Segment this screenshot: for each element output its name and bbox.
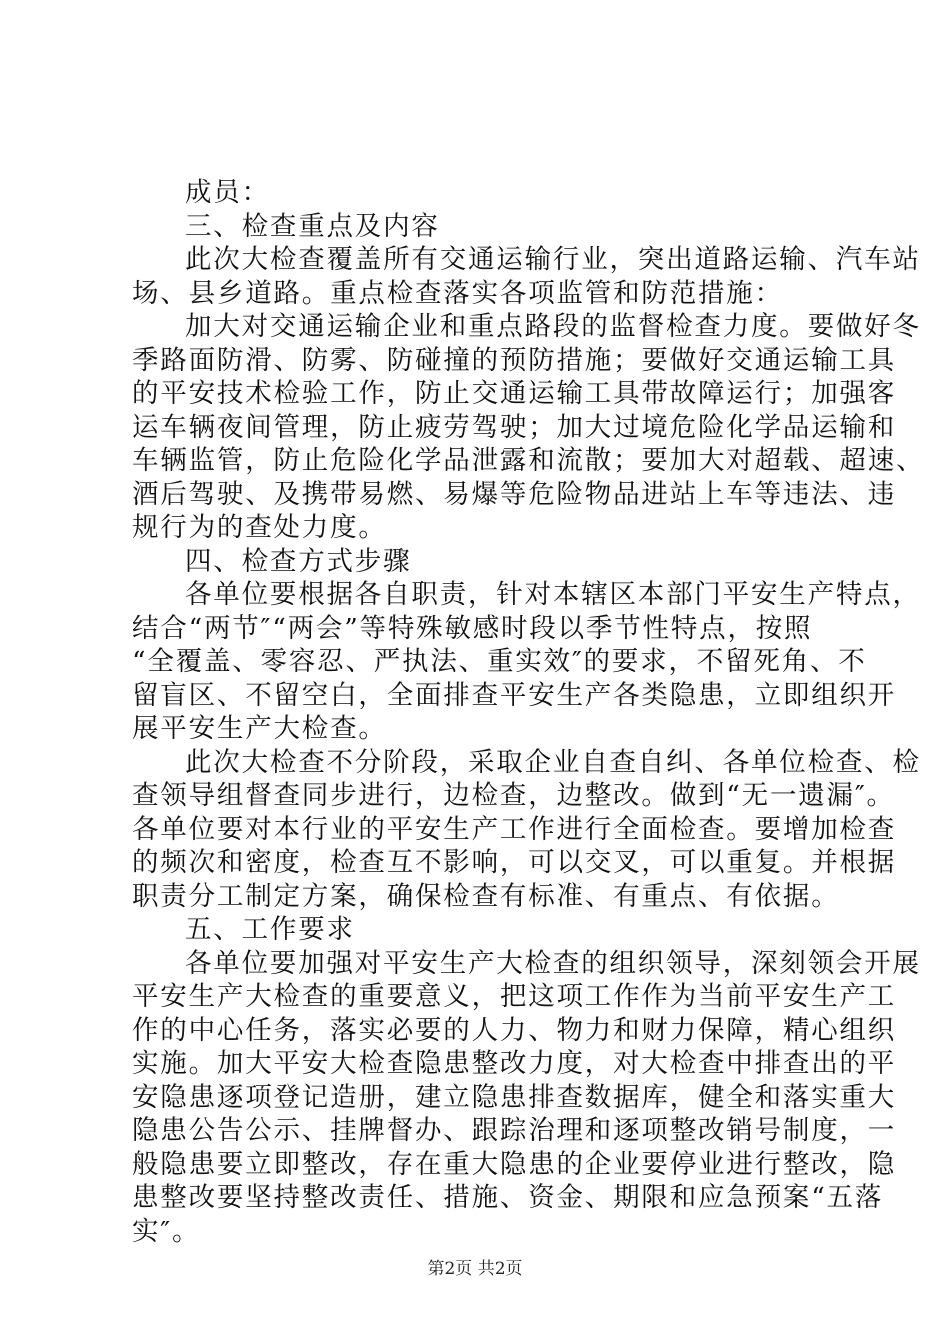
text-line: 各单位要根据各自职责，针对本辖区本部门平安生产特点，: [185, 579, 921, 610]
text-line: 展平安生产大检查。: [132, 713, 387, 744]
text-line: 季路面防滑、防雾、防碰撞的预防措施；要做好交通运输工具: [132, 344, 897, 376]
document-body: [132, 176, 925, 1248]
text-line: 般隐患要立即整改，存在重大隐患的企业要停业进行整改，隐: [132, 1148, 897, 1180]
text-line: 三、检查重点及内容: [185, 210, 440, 242]
text-line: 的平安技术检验工作，防止交通运输工具带故障运行；加强客: [132, 378, 897, 409]
text-line: 留盲区、不留空白，全面排查平安生产各类隐患，立即组织开: [132, 679, 897, 711]
text-line: 患整改要坚持整改责任、措施、资金、期限和应急预案“五落: [132, 1182, 884, 1213]
text-line: 平安生产大检查的重要意义，把这项工作作为当前平安生产工: [132, 981, 897, 1012]
text-line: 作的中心任务，落实必要的人力、物力和财力保障，精心组织: [132, 1014, 897, 1046]
text-line: 各单位要加强对平安生产大检查的组织领导，深刻领会开展: [185, 947, 921, 979]
text-line: 五、工作要求: [185, 914, 355, 945]
text-line: 场、县乡道路。重点检查落实各项监管和防范措施：: [132, 277, 783, 309]
text-line: 各单位要对本行业的平安生产工作进行全面检查。要增加检查: [132, 813, 897, 845]
text-line: 安隐患逐项登记造册，建立隐患排查数据库，健全和落实重大: [132, 1081, 897, 1113]
text-line: 查领导组督查同步进行，边检查，边整改。做到“无一遗漏″。: [132, 780, 895, 811]
text-line: 运车辆夜间管理，防止疲劳驾驶；加大过境危险化学品运输和: [132, 411, 897, 443]
text-line: 的频次和密度，检查互不影响，可以交叉，可以重复。并根据: [132, 847, 897, 878]
text-line: 规行为的查处力度。: [132, 512, 387, 543]
text-line: 四、检查方式步骤: [185, 545, 412, 577]
text-line: 酒后驾驶、及携带易燃、易爆等危险物品进站上车等违法、违: [132, 478, 897, 510]
text-line: 此次大检查覆盖所有交通运输行业，突出道路运输、汽车站: [185, 244, 921, 275]
text-line: 结合“两节″“两会”等特殊敏感时段以季节性特点，按照: [132, 612, 813, 644]
text-line: “全覆盖、零容忍、严执法、重实效″的要求，不留死角、不: [132, 646, 867, 677]
text-line: 此次大检查不分阶段，采取企业自查自纠、各单位检查、检: [185, 746, 921, 778]
text-line: 隐患公告公示、挂牌督办、跟踪治理和逐项整改销号制度，一: [132, 1115, 897, 1146]
text-line: 职责分工制定方案，确保检查有标准、有重点、有依据。: [132, 880, 840, 912]
page-footer: 第2页 共2页: [427, 1259, 523, 1279]
text-line: 实施。加大平安大检查隐患整改力度，对大检查中排查出的平: [132, 1048, 897, 1079]
text-line: 车辆监管，防止危险化学品泄露和流散；要加大对超载、超速、: [132, 445, 925, 476]
text-line: 加大对交通运输企业和重点路段的监督检查力度。要做好冬: [185, 311, 921, 342]
text-line: 实″。: [132, 1215, 201, 1247]
text-line: 成员：: [185, 177, 270, 208]
